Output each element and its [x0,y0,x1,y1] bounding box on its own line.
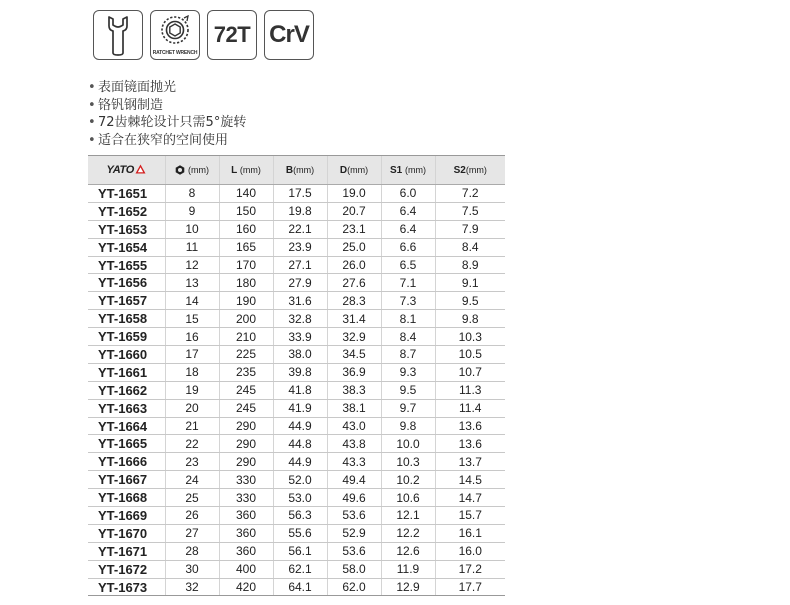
model-code-cell: YT-1658 [88,310,165,328]
s1-value-cell: 6.6 [381,238,435,256]
length-cell: 360 [219,542,273,560]
size-cell: 16 [165,328,219,346]
s2-value-cell: 16.1 [435,524,505,542]
b-value-cell: 33.9 [273,328,327,346]
s2-value-cell: 13.6 [435,417,505,435]
s2-value-cell: 16.0 [435,542,505,560]
d-value-cell: 53.6 [327,507,381,525]
length-cell: 170 [219,256,273,274]
length-cell: 330 [219,489,273,507]
length-cell: 290 [219,417,273,435]
table-row [88,381,505,399]
table-row [88,220,505,238]
feature-item: • 72齿棘轮设计只需5°旋转 [88,115,247,130]
d-value-cell: 34.5 [327,346,381,364]
spec-table-body [88,185,505,596]
size-cell: 12 [165,256,219,274]
d-value-cell: 43.8 [327,435,381,453]
size-header: (mm) [165,156,219,185]
s2-value-cell: 8.4 [435,238,505,256]
b-value-cell: 44.8 [273,435,327,453]
feature-badges [93,10,314,60]
s2-value-cell: 9.5 [435,292,505,310]
s1-header: S1 (mm) [381,156,435,185]
s1-value-cell: 8.1 [381,310,435,328]
table-row [88,256,505,274]
ratchet-gear-icon [155,11,195,51]
length-cell: 180 [219,274,273,292]
s2-value-cell: 7.2 [435,185,505,203]
s2-header: S2(mm) [435,156,505,185]
s1-value-cell: 11.9 [381,560,435,578]
d-value-cell: 49.4 [327,471,381,489]
model-code-cell: YT-1663 [88,399,165,417]
d-value-cell: 28.3 [327,292,381,310]
s2-value-cell: 9.8 [435,310,505,328]
model-code-cell: YT-1669 [88,507,165,525]
table-row [88,399,505,417]
feature-item: • 铬钒钢制造 [88,97,164,113]
s1-value-cell: 10.3 [381,453,435,471]
model-code-cell: YT-1673 [88,578,165,596]
d-value-cell: 53.6 [327,542,381,560]
size-cell: 10 [165,220,219,238]
table-row [88,578,505,596]
s2-value-cell: 11.4 [435,399,505,417]
b-value-cell: 44.9 [273,417,327,435]
table-row [88,524,505,542]
size-cell: 14 [165,292,219,310]
model-code-cell: YT-1657 [88,292,165,310]
model-code-cell: YT-1671 [88,542,165,560]
table-row [88,507,505,525]
b-value-cell: 62.1 [273,560,327,578]
material-label: CrV [269,21,309,48]
s1-value-cell: 12.6 [381,542,435,560]
b-value-cell: 55.6 [273,524,327,542]
table-row [88,310,505,328]
s1-value-cell: 10.6 [381,489,435,507]
s1-value-cell: 12.1 [381,507,435,525]
model-code-cell: YT-1655 [88,256,165,274]
model-code-cell: YT-1656 [88,274,165,292]
b-value-cell: 41.8 [273,381,327,399]
size-cell: 32 [165,578,219,596]
table-row [88,202,505,220]
s1-value-cell: 9.5 [381,381,435,399]
table-row [88,328,505,346]
table-row [88,238,505,256]
d-header: D(mm) [327,156,381,185]
teeth-count-badge [207,10,257,60]
length-cell: 235 [219,363,273,381]
s2-value-cell: 7.9 [435,220,505,238]
b-value-cell: 17.5 [273,185,327,203]
length-cell: 150 [219,202,273,220]
s2-value-cell: 11.3 [435,381,505,399]
d-value-cell: 26.0 [327,256,381,274]
s2-value-cell: 10.7 [435,363,505,381]
table-row [88,560,505,578]
feature-list [88,79,246,149]
length-cell: 210 [219,328,273,346]
model-code-cell: YT-1659 [88,328,165,346]
size-cell: 20 [165,399,219,417]
table-row [88,185,505,203]
length-cell: 290 [219,435,273,453]
d-value-cell: 25.0 [327,238,381,256]
d-value-cell: 36.9 [327,363,381,381]
d-value-cell: 49.6 [327,489,381,507]
b-value-cell: 64.1 [273,578,327,596]
size-cell: 21 [165,417,219,435]
b-value-cell: 31.6 [273,292,327,310]
b-value-cell: 44.9 [273,453,327,471]
b-value-cell: 41.9 [273,399,327,417]
b-value-cell: 19.8 [273,202,327,220]
s2-value-cell: 10.5 [435,346,505,364]
model-code-cell: YT-1651 [88,185,165,203]
length-cell: 245 [219,381,273,399]
s2-value-cell: 7.5 [435,202,505,220]
ratchet-wrench-caption: RATCHET WRENCH [152,50,198,56]
model-code-cell: YT-1670 [88,524,165,542]
table-row [88,346,505,364]
size-cell: 19 [165,381,219,399]
s1-value-cell: 7.3 [381,292,435,310]
size-cell: 27 [165,524,219,542]
s1-value-cell: 12.9 [381,578,435,596]
s1-value-cell: 8.7 [381,346,435,364]
s1-value-cell: 9.7 [381,399,435,417]
size-cell: 30 [165,560,219,578]
model-code-cell: YT-1653 [88,220,165,238]
length-cell: 165 [219,238,273,256]
size-cell: 22 [165,435,219,453]
s1-value-cell: 12.2 [381,524,435,542]
spec-table [88,155,505,596]
brand-logo: YATO [106,164,135,176]
size-cell: 18 [165,363,219,381]
length-cell: 330 [219,471,273,489]
table-row [88,453,505,471]
length-cell: 420 [219,578,273,596]
length-cell: 245 [219,399,273,417]
b-value-cell: 52.0 [273,471,327,489]
s1-value-cell: 6.4 [381,202,435,220]
length-cell: 160 [219,220,273,238]
size-cell: 13 [165,274,219,292]
s1-value-cell: 6.0 [381,185,435,203]
d-value-cell: 52.9 [327,524,381,542]
d-value-cell: 23.1 [327,220,381,238]
d-value-cell: 43.3 [327,453,381,471]
length-cell: 200 [219,310,273,328]
teeth-count-label: 72T [213,22,251,47]
length-cell: 225 [219,346,273,364]
s2-value-cell: 13.7 [435,453,505,471]
b-value-cell: 32.8 [273,310,327,328]
s2-value-cell: 13.6 [435,435,505,453]
b-value-cell: 56.1 [273,542,327,560]
model-code-cell: YT-1665 [88,435,165,453]
length-cell: 190 [219,292,273,310]
s2-value-cell: 8.9 [435,256,505,274]
table-row [88,435,505,453]
model-code-cell: YT-1661 [88,363,165,381]
s1-value-cell: 8.4 [381,328,435,346]
hex-nut-icon [175,165,185,175]
size-cell: 8 [165,185,219,203]
d-value-cell: 58.0 [327,560,381,578]
size-cell: 15 [165,310,219,328]
length-cell: 400 [219,560,273,578]
length-cell: 360 [219,507,273,525]
d-value-cell: 19.0 [327,185,381,203]
material-badge [264,10,314,60]
size-cell: 11 [165,238,219,256]
open-end-wrench-icon [98,13,138,57]
d-value-cell: 31.4 [327,310,381,328]
b-value-cell: 22.1 [273,220,327,238]
model-code-cell: YT-1668 [88,489,165,507]
s1-value-cell: 7.1 [381,274,435,292]
warning-triangle-icon [135,164,146,174]
b-value-cell: 23.9 [273,238,327,256]
table-row [88,417,505,435]
s1-value-cell: 6.4 [381,220,435,238]
b-value-cell: 39.8 [273,363,327,381]
size-cell: 17 [165,346,219,364]
s2-value-cell: 14.5 [435,471,505,489]
size-cell: 9 [165,202,219,220]
s1-value-cell: 6.5 [381,256,435,274]
b-value-cell: 56.3 [273,507,327,525]
length-header: L (mm) [219,156,273,185]
feature-item: • 表面镜面抛光 [88,80,177,95]
s2-value-cell: 9.1 [435,274,505,292]
s2-value-cell: 15.7 [435,507,505,525]
ratchet-wrench-badge [150,10,200,60]
b-value-cell: 27.1 [273,256,327,274]
table-row [88,292,505,310]
model-code-cell: YT-1672 [88,560,165,578]
length-cell: 140 [219,185,273,203]
size-cell: 23 [165,453,219,471]
model-code-cell: YT-1666 [88,453,165,471]
b-header: B(mm) [273,156,327,185]
size-cell: 28 [165,542,219,560]
s1-value-cell: 10.2 [381,471,435,489]
size-cell: 26 [165,507,219,525]
b-value-cell: 53.0 [273,489,327,507]
model-code-cell: YT-1654 [88,238,165,256]
size-cell: 24 [165,471,219,489]
s1-value-cell: 9.3 [381,363,435,381]
table-row [88,471,505,489]
d-value-cell: 62.0 [327,578,381,596]
d-value-cell: 20.7 [327,202,381,220]
s2-value-cell: 14.7 [435,489,505,507]
brand-header [88,156,165,185]
d-value-cell: 38.1 [327,399,381,417]
model-code-cell: YT-1664 [88,417,165,435]
model-code-cell: YT-1660 [88,346,165,364]
spec-table-header [88,156,505,185]
s1-value-cell: 10.0 [381,435,435,453]
d-value-cell: 43.0 [327,417,381,435]
model-code-cell: YT-1667 [88,471,165,489]
table-row [88,274,505,292]
length-cell: 360 [219,524,273,542]
table-row [88,542,505,560]
b-value-cell: 38.0 [273,346,327,364]
s2-value-cell: 17.7 [435,578,505,596]
feature-item: • 适合在狭窄的空间使用 [88,132,229,148]
table-row [88,363,505,381]
size-cell: 25 [165,489,219,507]
s2-value-cell: 17.2 [435,560,505,578]
model-code-cell: YT-1652 [88,202,165,220]
b-value-cell: 27.9 [273,274,327,292]
model-code-cell: YT-1662 [88,381,165,399]
d-value-cell: 27.6 [327,274,381,292]
d-value-cell: 32.9 [327,328,381,346]
s2-value-cell: 10.3 [435,328,505,346]
table-row [88,489,505,507]
s1-value-cell: 9.8 [381,417,435,435]
length-cell: 290 [219,453,273,471]
open-end-wrench-badge [93,10,143,60]
d-value-cell: 38.3 [327,381,381,399]
